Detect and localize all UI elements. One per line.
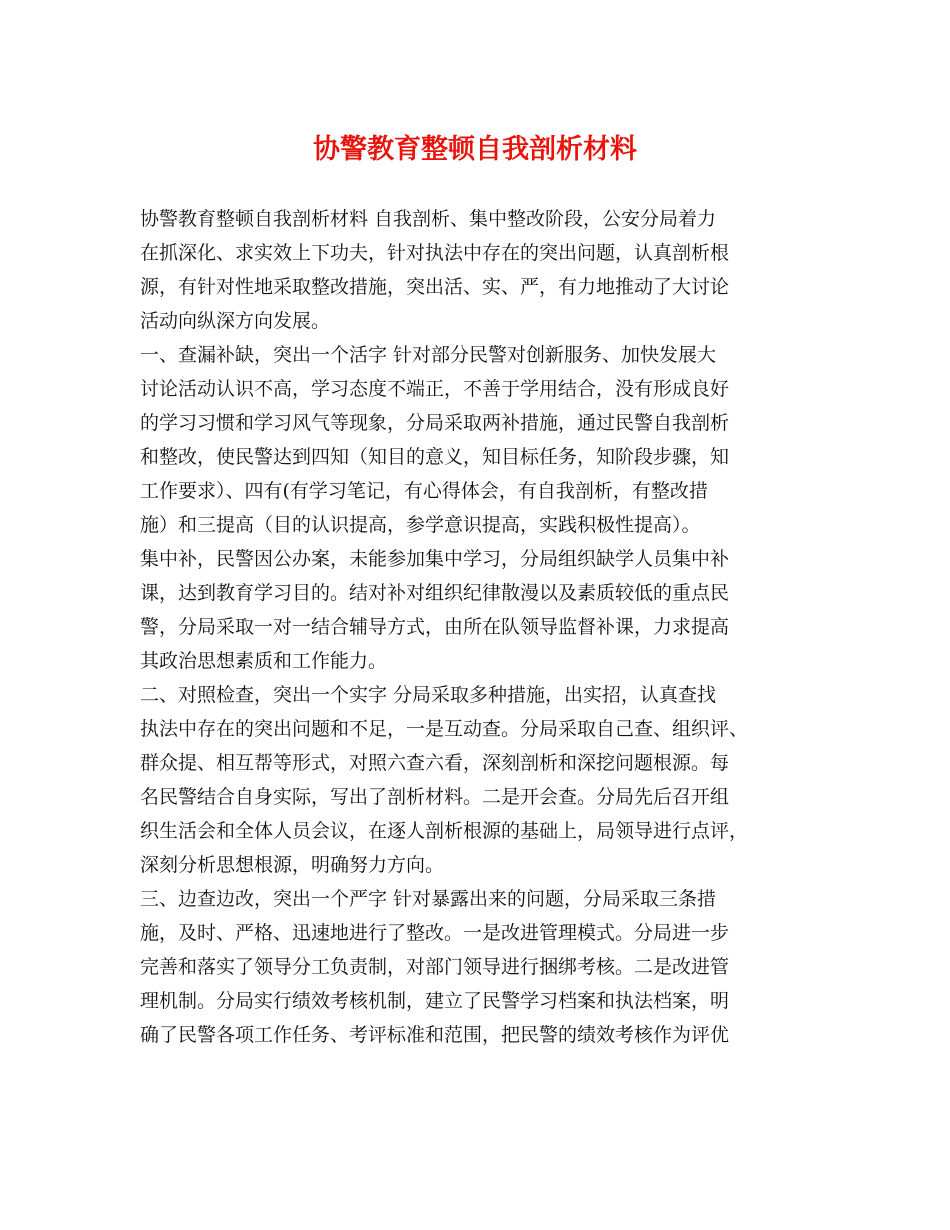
body-line: 课，达到教育学习目的。结对补对组织纪律散漫以及素质较低的重点民 (140, 582, 730, 604)
body-line: 协警教育整顿自我剖析材料 自我剖析、集中整改阶段，公安分局着力 (140, 208, 717, 230)
body-line: 源，有针对性地采取整改措施，突出活、实、严，有力地推动了大讨论 (140, 276, 730, 298)
body-line: 确了民警各项工作任务、考评标准和范围，把民警的绩效考核作为评优 (140, 1024, 730, 1046)
body-line: 三、边查边改，突出一个严字 针对暴露出来的问题，分局采取三条措 (140, 888, 717, 910)
body-line: 完善和落实了领导分工负责制，对部门领导进行捆绑考核。二是改进管 (140, 956, 730, 978)
body-line: 执法中存在的突出问题和不足，一是互动查。分局采取自己查、组织评、 (140, 718, 749, 740)
body-line: 一、查漏补缺，突出一个活字 针对部分民警对创新服务、加快发展大 (140, 344, 717, 366)
body-line: 施）和三提高（目的认识提高，参学意识提高，实践积极性提高）。 (140, 514, 701, 536)
body-line: 理机制。分局实行绩效考核机制，建立了民警学习档案和执法档案，明 (140, 990, 730, 1012)
body-line: 的学习习惯和学习风气等现象，分局采取两补措施，通过民警自我剖析 (140, 412, 730, 434)
body-line: 深刻分析思想根源，明确努力方向。 (140, 854, 445, 876)
body-line: 在抓深化、求实效上下功夫，针对执法中存在的突出问题，认真剖析根 (140, 242, 730, 264)
body-line: 活动向纵深方向发展。 (140, 310, 331, 332)
body-line: 施，及时、严格、迅速地进行了整改。一是改进管理模式。分局进一步 (140, 922, 730, 944)
body-line: 二、对照检查，突出一个实字 分局采取多种措施，出实招，认真查找 (140, 684, 717, 706)
body-line: 名民警结合自身实际，写出了剖析材料。二是开会查。分局先后召开组 (140, 786, 730, 808)
body-line: 集中补，民警因公办案，未能参加集中学习，分局组织缺学人员集中补 (140, 548, 730, 570)
document-title: 协警教育整顿自我剖析材料 (313, 134, 637, 165)
body-line: 工作要求）、四有(有学习笔记，有心得体会，有自我剖析，有整改措 (140, 480, 708, 502)
body-line: 讨论活动认识不高，学习态度不端正，不善于学用结合，没有形成良好 (140, 378, 730, 400)
body-line: 其政治思想素质和工作能力。 (140, 650, 388, 672)
body-line: 警，分局采取一对一结合辅导方式，由所在队领导监督补课，力求提高 (140, 616, 730, 638)
body-line: 群众提、相互帮等形式，对照六查六看，深刻剖析和深挖问题根源。每 (140, 752, 730, 774)
body-line: 织生活会和全体人员会议，在逐人剖析根源的基础上，局领导进行点评， (140, 820, 749, 842)
body-line: 和整改，使民警达到四知（知目的意义，知目标任务，知阶段步骤，知 (140, 446, 730, 468)
